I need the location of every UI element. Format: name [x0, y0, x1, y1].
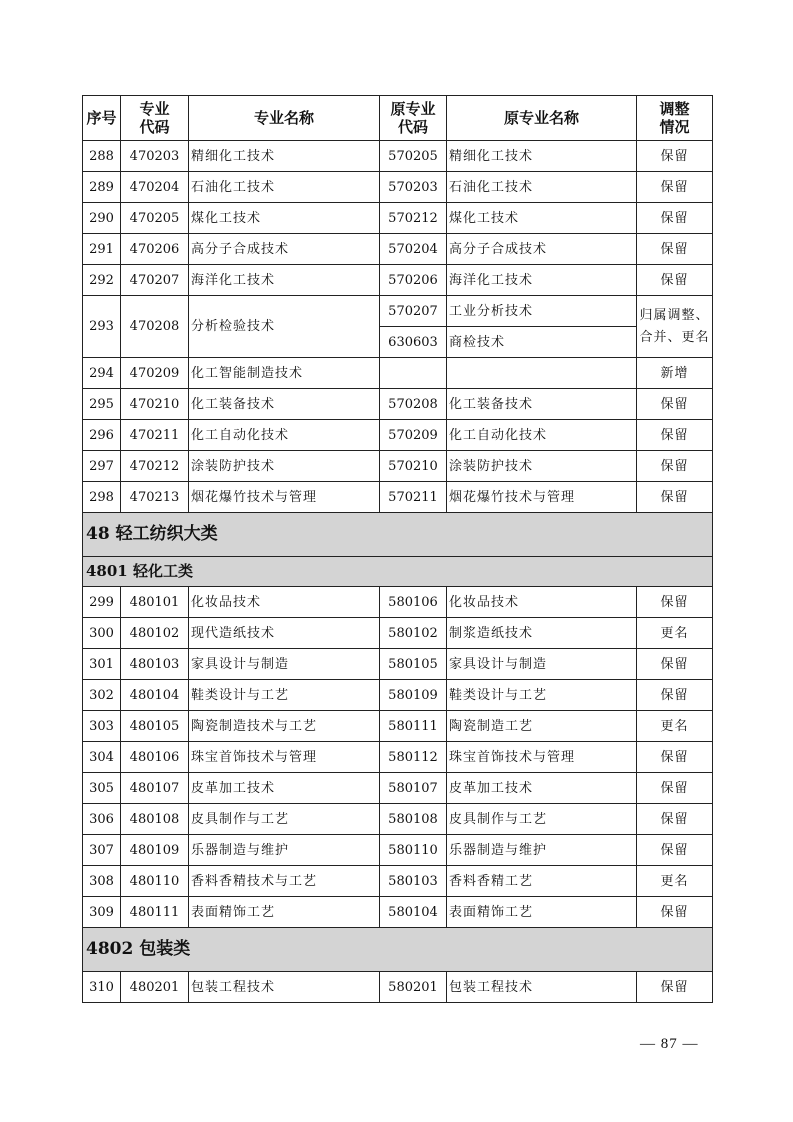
- cell-orig-name: 包装工程技术: [447, 972, 637, 1003]
- cell-seq: 302: [83, 680, 121, 711]
- cell-adjust: [637, 296, 713, 358]
- cell-orig-code: 580111: [380, 711, 447, 742]
- cell-orig-code: 570204: [380, 234, 447, 265]
- cell-orig-code: 570205: [380, 141, 447, 172]
- cell-adjust: 保留: [637, 649, 713, 680]
- cell-orig-code: 580201: [380, 972, 447, 1003]
- cell-orig-code: 580110: [380, 835, 447, 866]
- cell-orig-code: [380, 358, 447, 389]
- cell-adjust: 保留: [637, 587, 713, 618]
- cell-orig-name: [447, 358, 637, 389]
- header-orig-code: [380, 96, 447, 141]
- cell-orig-code: 570203: [380, 172, 447, 203]
- category-48-section: [83, 513, 713, 587]
- table-row: [83, 866, 713, 897]
- table-row: [83, 234, 713, 265]
- cell-name: 分析检验技术: [189, 296, 380, 358]
- header-orig-code-line1: 原专业: [390, 100, 436, 118]
- cell-name: 珠宝首饰技术与管理: [189, 742, 380, 773]
- table-row: [83, 141, 713, 172]
- cell-adjust: 保留: [637, 141, 713, 172]
- cell-orig-name: 涂装防护技术: [447, 451, 637, 482]
- cell-orig-name: 皮革加工技术: [447, 773, 637, 804]
- cell-name: 香料香精技术与工艺: [189, 866, 380, 897]
- cell-adjust: 保留: [637, 835, 713, 866]
- cell-orig-code: 580102: [380, 618, 447, 649]
- cell-code: 470211: [121, 420, 189, 451]
- cell-orig-name: 精细化工技术: [447, 141, 637, 172]
- cell-code: 470208: [121, 296, 189, 358]
- cell-seq: 291: [83, 234, 121, 265]
- cell-seq: 299: [83, 587, 121, 618]
- table-row: [83, 680, 713, 711]
- cell-adjust: 保留: [637, 482, 713, 513]
- category-4802-section: [83, 928, 713, 972]
- cell-name: 陶瓷制造技术与工艺: [189, 711, 380, 742]
- cell-adjust: 更名: [637, 711, 713, 742]
- cell-adjust: 保留: [637, 265, 713, 296]
- cell-code: 480105: [121, 711, 189, 742]
- cell-orig-name: 表面精饰工艺: [447, 897, 637, 928]
- cell-seq: 301: [83, 649, 121, 680]
- cell-code: 470206: [121, 234, 189, 265]
- table-row: [83, 389, 713, 420]
- header-orig-name: 原专业名称: [447, 96, 637, 141]
- cell-adjust: 保留: [637, 234, 713, 265]
- cell-seq: 295: [83, 389, 121, 420]
- cell-code: 480104: [121, 680, 189, 711]
- table-body-4802: [83, 972, 713, 1003]
- cell-name: 化工自动化技术: [189, 420, 380, 451]
- cell-seq: 304: [83, 742, 121, 773]
- cell-name: 化工装备技术: [189, 389, 380, 420]
- adjust-line1: 归属调整、: [639, 307, 710, 323]
- cell-adjust: 保留: [637, 972, 713, 1003]
- table-body-293: [83, 296, 713, 358]
- table-body-mid: [83, 358, 713, 513]
- cell-code: 480108: [121, 804, 189, 835]
- cell-adjust: 保留: [637, 742, 713, 773]
- cell-orig-code: 580112: [380, 742, 447, 773]
- cell-name: 包装工程技术: [189, 972, 380, 1003]
- cell-seq: 309: [83, 897, 121, 928]
- cell-name: 家具设计与制造: [189, 649, 380, 680]
- cell-seq: 307: [83, 835, 121, 866]
- table-row: [83, 358, 713, 389]
- cell-name: 煤化工技术: [189, 203, 380, 234]
- cell-orig-name: 工业分析技术: [447, 296, 637, 327]
- table-row: [83, 972, 713, 1003]
- cell-orig-code: 580103: [380, 866, 447, 897]
- cell-code: 480109: [121, 835, 189, 866]
- cell-orig-name: 化工自动化技术: [447, 420, 637, 451]
- cell-adjust: 保留: [637, 203, 713, 234]
- table-row: [83, 587, 713, 618]
- cell-seq: 310: [83, 972, 121, 1003]
- cell-orig-code: 570208: [380, 389, 447, 420]
- cell-code: 480101: [121, 587, 189, 618]
- header-code: [121, 96, 189, 141]
- table-row: [83, 897, 713, 928]
- cell-adjust: 保留: [637, 451, 713, 482]
- cell-code: 470204: [121, 172, 189, 203]
- cell-seq: 289: [83, 172, 121, 203]
- cell-name: 精细化工技术: [189, 141, 380, 172]
- table-row: [83, 482, 713, 513]
- cell-orig-code: 580106: [380, 587, 447, 618]
- cell-adjust: 保留: [637, 804, 713, 835]
- header-orig-code-line2: 代码: [397, 118, 428, 136]
- cell-orig-name: 香料香精工艺: [447, 866, 637, 897]
- cell-adjust: 更名: [637, 866, 713, 897]
- cell-orig-code: 570207: [380, 296, 447, 327]
- cell-seq: 294: [83, 358, 121, 389]
- cell-seq: 297: [83, 451, 121, 482]
- cell-orig-name: 乐器制造与维护: [447, 835, 637, 866]
- page-number: — 87 —: [640, 1036, 699, 1052]
- cell-orig-code: 580105: [380, 649, 447, 680]
- header-adjust-line1: 调整: [659, 100, 690, 118]
- cell-orig-name: 家具设计与制造: [447, 649, 637, 680]
- category-4801-title: 4801 轻化工类: [83, 557, 713, 587]
- category-48-title: 48 轻工纺织大类: [83, 513, 713, 557]
- cell-code: 480107: [121, 773, 189, 804]
- cell-code: 480103: [121, 649, 189, 680]
- cell-orig-name: 化妆品技术: [447, 587, 637, 618]
- table-row: [83, 835, 713, 866]
- cell-code: 480106: [121, 742, 189, 773]
- table-row: [83, 296, 713, 327]
- cell-adjust: 更名: [637, 618, 713, 649]
- cell-code: 470212: [121, 451, 189, 482]
- cell-name: 表面精饰工艺: [189, 897, 380, 928]
- cell-code: 480201: [121, 972, 189, 1003]
- cell-name: 皮革加工技术: [189, 773, 380, 804]
- cell-seq: 305: [83, 773, 121, 804]
- table-row: [83, 451, 713, 482]
- cell-code: 470207: [121, 265, 189, 296]
- cell-orig-name: 制浆造纸技术: [447, 618, 637, 649]
- cell-orig-name: 海洋化工技术: [447, 265, 637, 296]
- cell-orig-name: 石油化工技术: [447, 172, 637, 203]
- header-name: 专业名称: [189, 96, 380, 141]
- cell-orig-code: 580107: [380, 773, 447, 804]
- cell-code: 470205: [121, 203, 189, 234]
- cell-orig-code: 570206: [380, 265, 447, 296]
- table-row: [83, 172, 713, 203]
- majors-table: [82, 95, 713, 1003]
- cell-name: 鞋类设计与工艺: [189, 680, 380, 711]
- cell-seq: 290: [83, 203, 121, 234]
- cell-seq: 288: [83, 141, 121, 172]
- cell-orig-name: 珠宝首饰技术与管理: [447, 742, 637, 773]
- cell-name: 石油化工技术: [189, 172, 380, 203]
- cell-orig-code: 580104: [380, 897, 447, 928]
- cell-name: 乐器制造与维护: [189, 835, 380, 866]
- table-row: [83, 649, 713, 680]
- header-adjust: [637, 96, 713, 141]
- cell-adjust: 保留: [637, 773, 713, 804]
- category-row: [83, 928, 713, 972]
- cell-seq: 308: [83, 866, 121, 897]
- cell-orig-name: 化工装备技术: [447, 389, 637, 420]
- cell-adjust: 保留: [637, 680, 713, 711]
- cell-orig-code: 580108: [380, 804, 447, 835]
- cell-adjust: 保留: [637, 172, 713, 203]
- cell-seq: 300: [83, 618, 121, 649]
- cell-name: 高分子合成技术: [189, 234, 380, 265]
- cell-orig-name: 煤化工技术: [447, 203, 637, 234]
- cell-code: 480102: [121, 618, 189, 649]
- cell-name: 化妆品技术: [189, 587, 380, 618]
- category-row: [83, 557, 713, 587]
- table-row: [83, 804, 713, 835]
- cell-name: 烟花爆竹技术与管理: [189, 482, 380, 513]
- table-header-row: [83, 96, 713, 141]
- cell-orig-name: 陶瓷制造工艺: [447, 711, 637, 742]
- cell-orig-name: 皮具制作与工艺: [447, 804, 637, 835]
- cell-orig-name: 商检技术: [447, 327, 637, 358]
- table-row: [83, 618, 713, 649]
- cell-orig-name: 烟花爆竹技术与管理: [447, 482, 637, 513]
- table-body-top: [83, 141, 713, 296]
- cell-code: 470209: [121, 358, 189, 389]
- cell-name: 海洋化工技术: [189, 265, 380, 296]
- category-4802-title: 4802 包装类: [83, 928, 713, 972]
- cell-orig-code: 570211: [380, 482, 447, 513]
- cell-name: 现代造纸技术: [189, 618, 380, 649]
- cell-code: 480110: [121, 866, 189, 897]
- cell-seq: 293: [83, 296, 121, 358]
- cell-seq: 298: [83, 482, 121, 513]
- cell-name: 涂装防护技术: [189, 451, 380, 482]
- cell-code: 470213: [121, 482, 189, 513]
- cell-code: 480111: [121, 897, 189, 928]
- cell-seq: 306: [83, 804, 121, 835]
- cell-orig-name: 鞋类设计与工艺: [447, 680, 637, 711]
- cell-orig-code: 630603: [380, 327, 447, 358]
- header-code-line2: 代码: [139, 118, 170, 136]
- cell-name: 皮具制作与工艺: [189, 804, 380, 835]
- cell-code: 470203: [121, 141, 189, 172]
- cell-orig-code: 570210: [380, 451, 447, 482]
- cell-orig-name: 高分子合成技术: [447, 234, 637, 265]
- cell-adjust: 保留: [637, 420, 713, 451]
- cell-orig-code: 570212: [380, 203, 447, 234]
- cell-adjust: 新增: [637, 358, 713, 389]
- table-body-4801: [83, 587, 713, 928]
- cell-seq: 296: [83, 420, 121, 451]
- header-code-line1: 专业: [139, 100, 170, 118]
- table-row: [83, 773, 713, 804]
- table-row: [83, 265, 713, 296]
- cell-orig-code: 580109: [380, 680, 447, 711]
- cell-seq: 303: [83, 711, 121, 742]
- header-seq: 序号: [83, 96, 121, 141]
- cell-orig-code: 570209: [380, 420, 447, 451]
- header-adjust-line2: 情况: [659, 118, 690, 136]
- category-row: [83, 513, 713, 557]
- table-row: [83, 742, 713, 773]
- cell-name: 化工智能制造技术: [189, 358, 380, 389]
- cell-code: 470210: [121, 389, 189, 420]
- table-row: [83, 711, 713, 742]
- adjust-line2: 合并、更名: [639, 329, 710, 345]
- table-row: [83, 420, 713, 451]
- table-row: [83, 203, 713, 234]
- cell-seq: 292: [83, 265, 121, 296]
- cell-adjust: 保留: [637, 389, 713, 420]
- cell-adjust: 保留: [637, 897, 713, 928]
